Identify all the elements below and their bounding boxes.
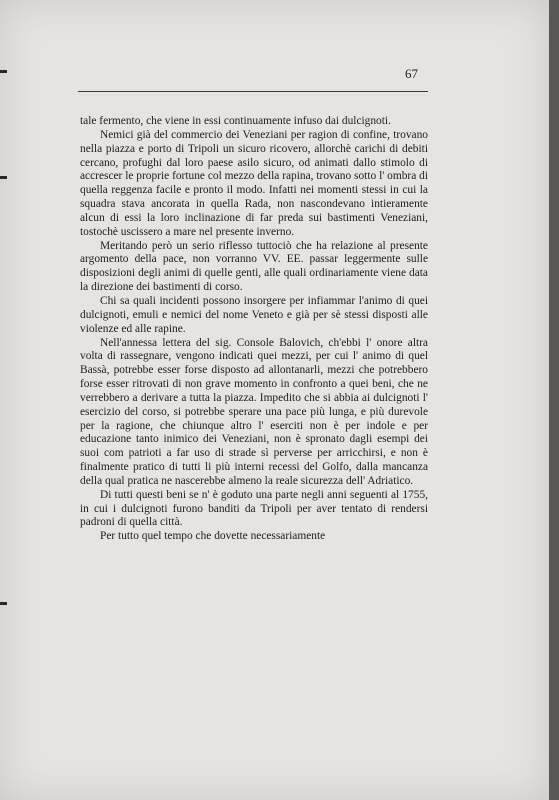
page-edge xyxy=(549,0,559,800)
paragraph: tale fermento, che viene in essi continuamente infuso dai dulcignoti. xyxy=(80,115,391,127)
page-number: 67 xyxy=(405,66,418,81)
paragraph: Nell'annessa lettera del sig. Console Balovich, ch'ebbi l' onore altra volta di rassegnare, vengono indicati quei mezzi, per cui l' animo di quel Bassà, potrebbe esser forse disposto ad allontanarli, mezzi che potrebbero forse esser ritrovati di non grave momento in confronto a quei beni, che ne verrebbero a derivare a tutta la piazza. Impedito che si abbia ai dulcignoti l' esercizio del corso, si potrebbe sperare una pace più lunga, e più durevole per la ragione, che chiunque altro l' eserciti non è per indole e per educazione tanto inimico dei Veneziani, non è spronato dagli esempi dei suoi com patrioti a far uso di strade sì perverse per arricchirsi, e non è finalmente pratico di tutti li più interni recessi del Golfo, dalla mancanza della qual pratica ne nascerebbe almeno la reale sicurezza dell' Adriatico. xyxy=(80,336,428,487)
paragraph: Per tutto quel tempo che dovette necessariamente xyxy=(100,530,326,543)
paragraph: Nemici già del commercio dei Veneziani per ragion di confine, trovano nella piazza e porto di Tripoli un sicuro ricovero, allorchè carichi di debiti cercano, profughi dal loro paese asilo sicuro, od animati dallo stimolo di accrescer le proprie fortune col mezzo della rapina, trovano sotto l' ombra di quella reggenza facile e pronto il modo. Infatti nei momenti stessi in cui la squadra stava ancorata in quella Rada, non nascondevano intieramente alcun di essi la loro inclinazione di far preda sui bastimenti Veneziani, tostochè uscissero a mare nel presente inverno. xyxy=(80,128,428,238)
paragraph: Di tutti questi beni se n' è goduto una parte negli anni seguenti al 1755, in cui i dulcignoti furono banditi da Tripoli per aver tentato di rendersi padroni di quella città. xyxy=(80,488,428,529)
paragraph: Meritando però un serio riflesso tuttociò che ha relazione al presente argomento della pace, non vorranno VV. EE. passar leggermente sulle disposizioni degli animi di quelle genti, alle quali ordinariamente viene data la direzione dei bastimenti di corso. xyxy=(80,239,428,294)
paragraph: Chi sa quali incidenti possono insorgere per infiammar l'animo di quei dulcignoti, emuli e nemici del nome Veneto e già per sè stessi disposti alle violenze ed alle rapine. xyxy=(80,294,428,335)
header-rule xyxy=(78,91,428,92)
margin-mark xyxy=(0,176,7,179)
margin-mark xyxy=(0,70,7,73)
margin-mark xyxy=(0,602,7,605)
body-text xyxy=(80,115,428,544)
